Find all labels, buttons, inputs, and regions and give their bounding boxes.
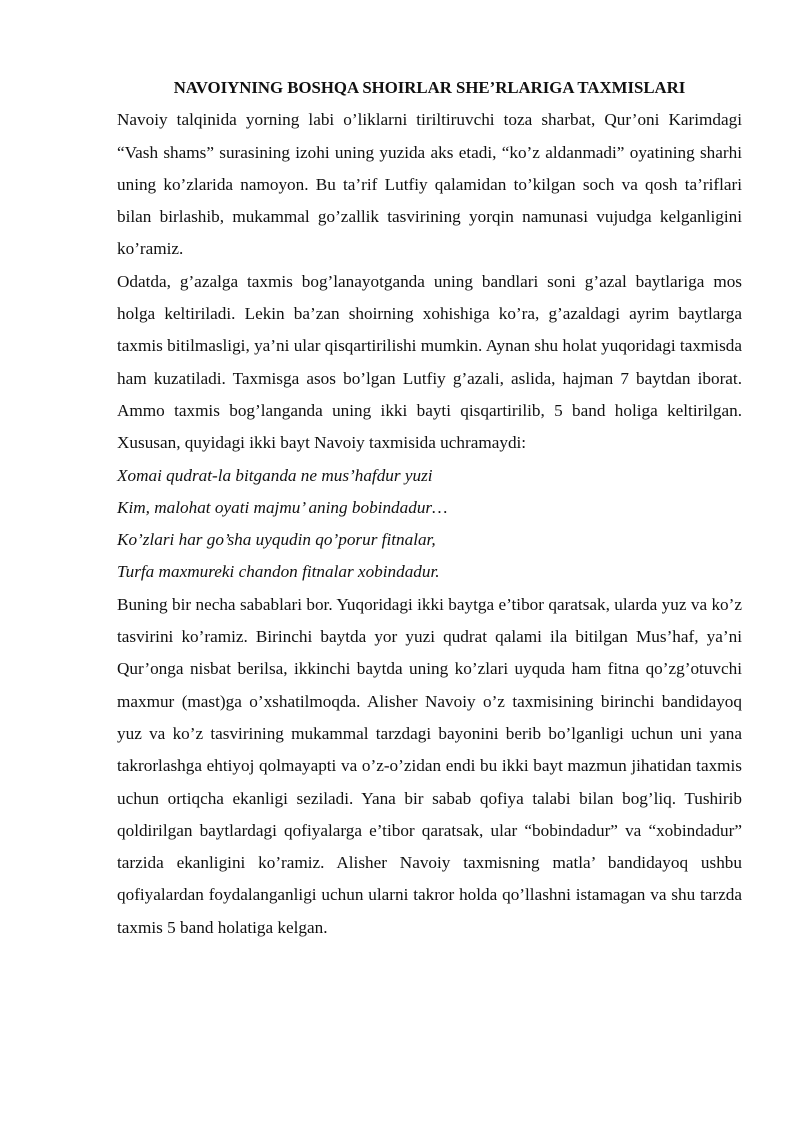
verse-line: Kim, malohat oyati majmu’ aning bobindadur… <box>117 497 448 517</box>
verse-line: Ko’zlari har go’sha uyqudin qo’porur fitnalar, <box>117 530 436 550</box>
paragraph-intro-2: Odatda, g’azalga taxmis bog’lanayotganda uning bandlari soni g’azal baytlariga mos holga keltiriladi. Lekin ba’zan shoirning xohishiga ko’ra, g’azaldagi ayrim baytlarga taxmis bitilmasligi, ya’ni ular qisqartirilishi mumkin. Aynan shu holat yuqoridagi taxmisda ham kuzatiladi. Taxmisga asos bo’lgan Lutfiy g’azali, aslida, hajman 7 baytdan iborat. Ammo taxmis bog’langanda uning ikki bayti qisqartirilib, 5 band holiga keltirilgan. Xususan, quyidagi ikki bayt Navoiy taxmisida uchramaydi: <box>117 271 742 453</box>
paragraph-intro-1: Navoiy talqinida yorning labi o’liklarni tiriltiruvchi toza sharbat, Qur’oni Karimdagi “Vash shams” surasining izohi uning yuzida aks etadi, “ko’z aldanmadi” oyatining sharhi uning ko’zlarida namoyon. Bu ta’rif Lutfiy qalamidan to’kilgan soch va qosh ta’riflari bilan birlashib, mukammal go’zallik tasvirining yorqin namunasi vujudga kelganligini ko’ramiz. <box>117 110 742 259</box>
page-title: NAVOIYNING BOSHQA SHOIRLAR SHE’RLARIGA TAXMISLARI <box>173 78 686 97</box>
document-page <box>117 72 742 944</box>
verse-block <box>117 460 742 589</box>
verse-line: Xomai qudrat-la bitganda ne mus’hafdur yuzi <box>117 465 433 485</box>
paragraph-closing: Buning bir necha sabablari bor. Yuqoridagi ikki baytga e’tibor qaratsak, ularda yuz va ko’z tasvirini ko’ramiz. Birinchi baytda yor yuzi qudrat qalami ila bitilgan Mus’haf, ya’ni Qur’onga nisbat berilsa, ikkinchi baytda uning ko’zlari uyquda ham fitna qo’zg’otuvchi maxmur (mast)ga o’xshatilmoqda. Alisher Navoiy o’z taxmisining birinchi bandidayoq yuz va ko’z tasvirining mukammal tarzdagi bayonini berib bo’lganligi uchun uni yana takrorlashga ehtiyoj qolmayapti va o’z-o’zidan endi bu ikki bayt mazmun jihatidan taxmis uchun ortiqcha ekanligi seziladi. Yana bir sabab qofiya talabi bilan bog’liq. Tushirib qoldirilgan baytlardagi qofiyalarga e’tibor qaratsak, ular “bobindadur” va “xobindadur” tarzida ekanligini ko’ramiz. Alisher Navoiy taxmisning matla’ bandidayoq ushbu qofiyalardan foydalanganligi uchun ularni takror holda qo’llashni istamagan va shu tarzda taxmis 5 band holatiga kelgan. <box>117 594 742 937</box>
verse-line: Turfa maxmureki chandon fitnalar xobindadur. <box>117 562 440 582</box>
